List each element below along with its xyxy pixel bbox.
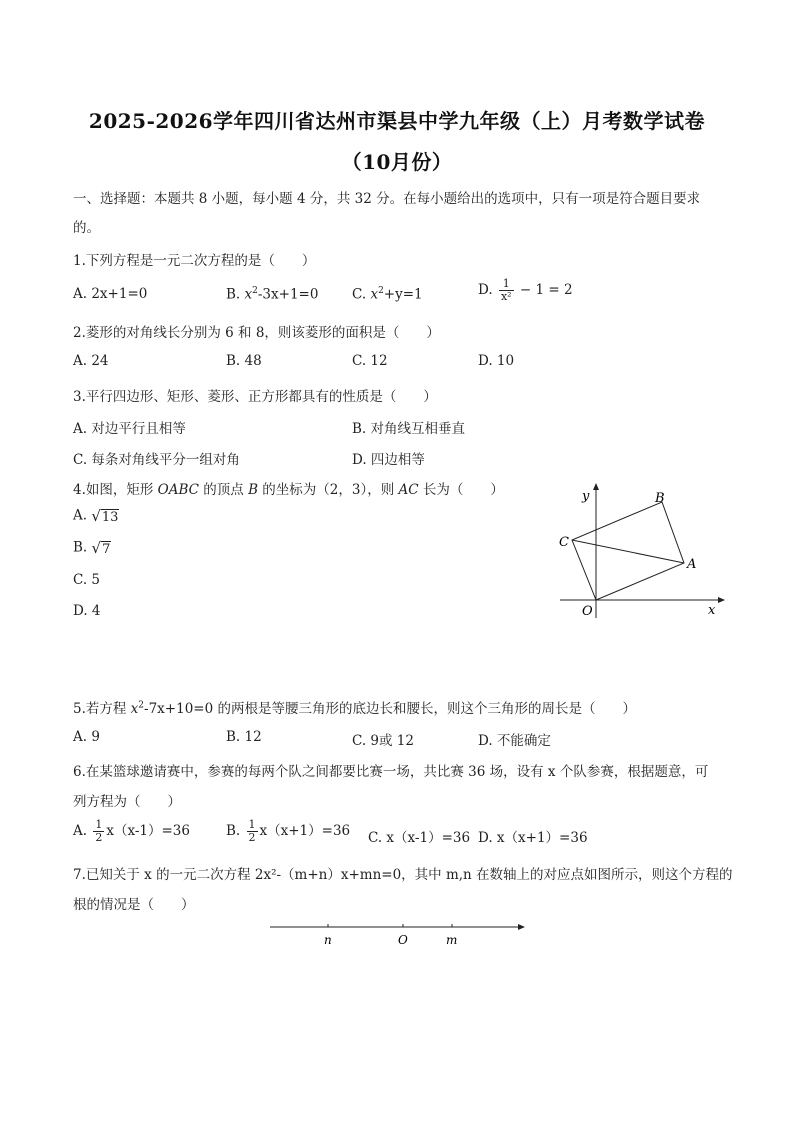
q1-option-b-text: -3x+1=0 xyxy=(257,286,319,303)
q5-option-c: C. 9或 12 xyxy=(352,733,414,749)
q6-option-d: D. x（x+1）=36 xyxy=(478,830,588,846)
q4-option-a-sqrt xyxy=(91,507,119,525)
q1-option-a-text: 2x+1=0 xyxy=(91,286,148,302)
q6-option-a-prefix: A. xyxy=(73,823,92,839)
q4-option-a-radicand: 13 xyxy=(101,510,119,525)
q3-option-a: A. 对边平行且相等 xyxy=(73,421,186,437)
q2-option-b: B. 48 xyxy=(226,353,262,369)
q6-option-b xyxy=(226,819,350,844)
q1-stem: 1.下列方程是一元二次方程的是（ ） xyxy=(73,253,316,269)
q1-option-c-text: +y=1 xyxy=(383,286,423,303)
q1-option-c-sup: 2 xyxy=(378,286,384,296)
q6-option-a xyxy=(73,819,190,844)
q6-stem-line1: 6.在某篮球邀请赛中，参赛的每两个队之间都要比赛一场，共比赛 36 场，设有 x 个队参赛，根据题意，可 xyxy=(73,764,709,780)
q2-option-a: A. 24 xyxy=(73,353,109,369)
label-m: m xyxy=(446,933,458,947)
q4-stem-oabc: OABC xyxy=(157,482,199,498)
q4-stem-b: B xyxy=(248,482,259,498)
q1-option-d-prefix: D. xyxy=(478,282,497,298)
q1-option-a-prefix: A. xyxy=(73,286,92,302)
q1-option-d-denominator: x² xyxy=(500,290,512,303)
q5-stem xyxy=(73,697,636,717)
q3-option-b: B. 对角线互相垂直 xyxy=(352,421,466,437)
q4-option-c: C. 5 xyxy=(73,572,101,588)
q5-stem-sup: 2 xyxy=(138,700,145,711)
q6-option-b-denominator: 2 xyxy=(248,831,256,844)
q7-stem-line1: 7.已知关于 x 的一元二次方程 2x²-（m+n）x+mn=0，其中 m,n 在数轴上的对应点如图所示，则这个方程的 xyxy=(73,867,733,883)
q6-option-b-text: x（x+1）=36 xyxy=(259,823,351,839)
number-line-arrow-icon xyxy=(518,924,525,930)
exam-subtitle: （10月份） xyxy=(341,150,453,174)
q6-option-b-numerator: 1 xyxy=(248,818,256,831)
q6-option-b-fraction xyxy=(247,819,258,844)
sqrt-icon: √ xyxy=(91,539,102,557)
q3-option-d: D. 四边相等 xyxy=(352,452,425,468)
q4-stem-pre: 4.如图，矩形 xyxy=(73,482,158,498)
q6-option-a-denominator: 2 xyxy=(95,831,103,844)
section-heading-line2: 的。 xyxy=(73,220,100,236)
q4-option-b-prefix: B. xyxy=(73,539,92,556)
q1-option-d-fraction xyxy=(499,278,514,303)
q7-stem-line2: 根的情况是（ ） xyxy=(73,897,195,913)
q5-stem-rest: -7x+10=0 的两根是等腰三角形的底边长和腰长，则这个三角形的周长是（ ） xyxy=(144,701,636,717)
q6-option-a-numerator: 1 xyxy=(95,818,103,831)
q4-option-b xyxy=(73,539,111,557)
q4-stem-ac: AC xyxy=(398,482,419,498)
label-x: x xyxy=(708,603,716,618)
label-y: y xyxy=(582,489,590,504)
q3-option-c: C. 每条对角线平分一组对角 xyxy=(73,452,240,468)
q4-stem xyxy=(73,478,504,498)
q3-stem: 3.平行四边形、矩形、菱形、正方形都具有的性质是（ ） xyxy=(73,389,437,405)
y-axis-arrow-icon xyxy=(593,483,599,490)
label-n: n xyxy=(324,933,332,947)
q1-option-c-prefix: C. xyxy=(352,286,371,303)
q5-option-a: A. 9 xyxy=(73,729,100,745)
q7-number-line xyxy=(262,915,532,955)
q6-option-b-prefix: B. xyxy=(226,823,245,839)
sqrt-icon: √ xyxy=(91,507,101,525)
q1-option-b-var: x xyxy=(244,286,253,303)
q6-option-a-text: x（x-1）=36 xyxy=(106,823,190,839)
q4-stem-mid2: 的坐标为（2，3），则 xyxy=(258,482,399,498)
q5-option-d: D. 不能确定 xyxy=(478,733,551,749)
label-a: A xyxy=(687,557,697,572)
q4-option-b-sqrt xyxy=(92,539,112,557)
section-heading-line1: 一、选择题：本题共 8 小题，每小题 4 分，共 32 分。在每小题给出的选项中，只有一项是符合题目要求 xyxy=(73,191,701,207)
label-o: O xyxy=(582,604,593,619)
label-o: O xyxy=(398,933,408,947)
q2-option-c: C. 12 xyxy=(352,353,388,369)
label-b: B xyxy=(655,491,665,506)
q4-stem-post: 长为（ ） xyxy=(418,482,504,498)
q1-option-b xyxy=(226,286,318,303)
q1-option-b-prefix: B. xyxy=(226,286,245,303)
q5-stem-pre: 5.若方程 xyxy=(73,701,131,717)
q4-option-b-radicand: 7 xyxy=(102,542,111,557)
q6-option-a-fraction xyxy=(93,819,104,844)
q1-option-c-var: x xyxy=(370,286,379,303)
q1-option-c xyxy=(352,286,423,303)
q1-option-d-text: − 1 = 2 xyxy=(515,282,573,298)
label-c: C xyxy=(559,535,569,550)
q4-option-a xyxy=(73,507,119,525)
q1-option-d xyxy=(478,278,573,303)
q5-stem-var: x xyxy=(130,701,139,717)
q2-stem: 2.菱形的对角线长分别为 6 和 8，则该菱形的面积是（ ） xyxy=(73,325,440,341)
q1-option-d-numerator: 1 xyxy=(499,278,514,291)
q6-option-c: C. x（x-1）=36 xyxy=(368,830,471,846)
q1-option-b-sup: 2 xyxy=(252,286,258,296)
q4-option-a-prefix: A. xyxy=(73,507,92,524)
q4-option-d: D. 4 xyxy=(73,603,101,619)
q6-stem-line2: 列方程为（ ） xyxy=(73,794,181,810)
q2-option-d: D. 10 xyxy=(478,353,515,369)
x-axis-arrow-icon xyxy=(718,597,725,603)
diagonal-ac xyxy=(572,540,684,563)
exam-title: 2025-2026学年四川省达州市渠县中学九年级（上）月考数学试卷 xyxy=(88,109,706,133)
q4-rectangle-figure xyxy=(550,478,730,626)
q5-option-b: B. 12 xyxy=(226,729,262,745)
q4-stem-mid: 的顶点 xyxy=(199,482,249,498)
q1-option-a xyxy=(73,286,147,302)
